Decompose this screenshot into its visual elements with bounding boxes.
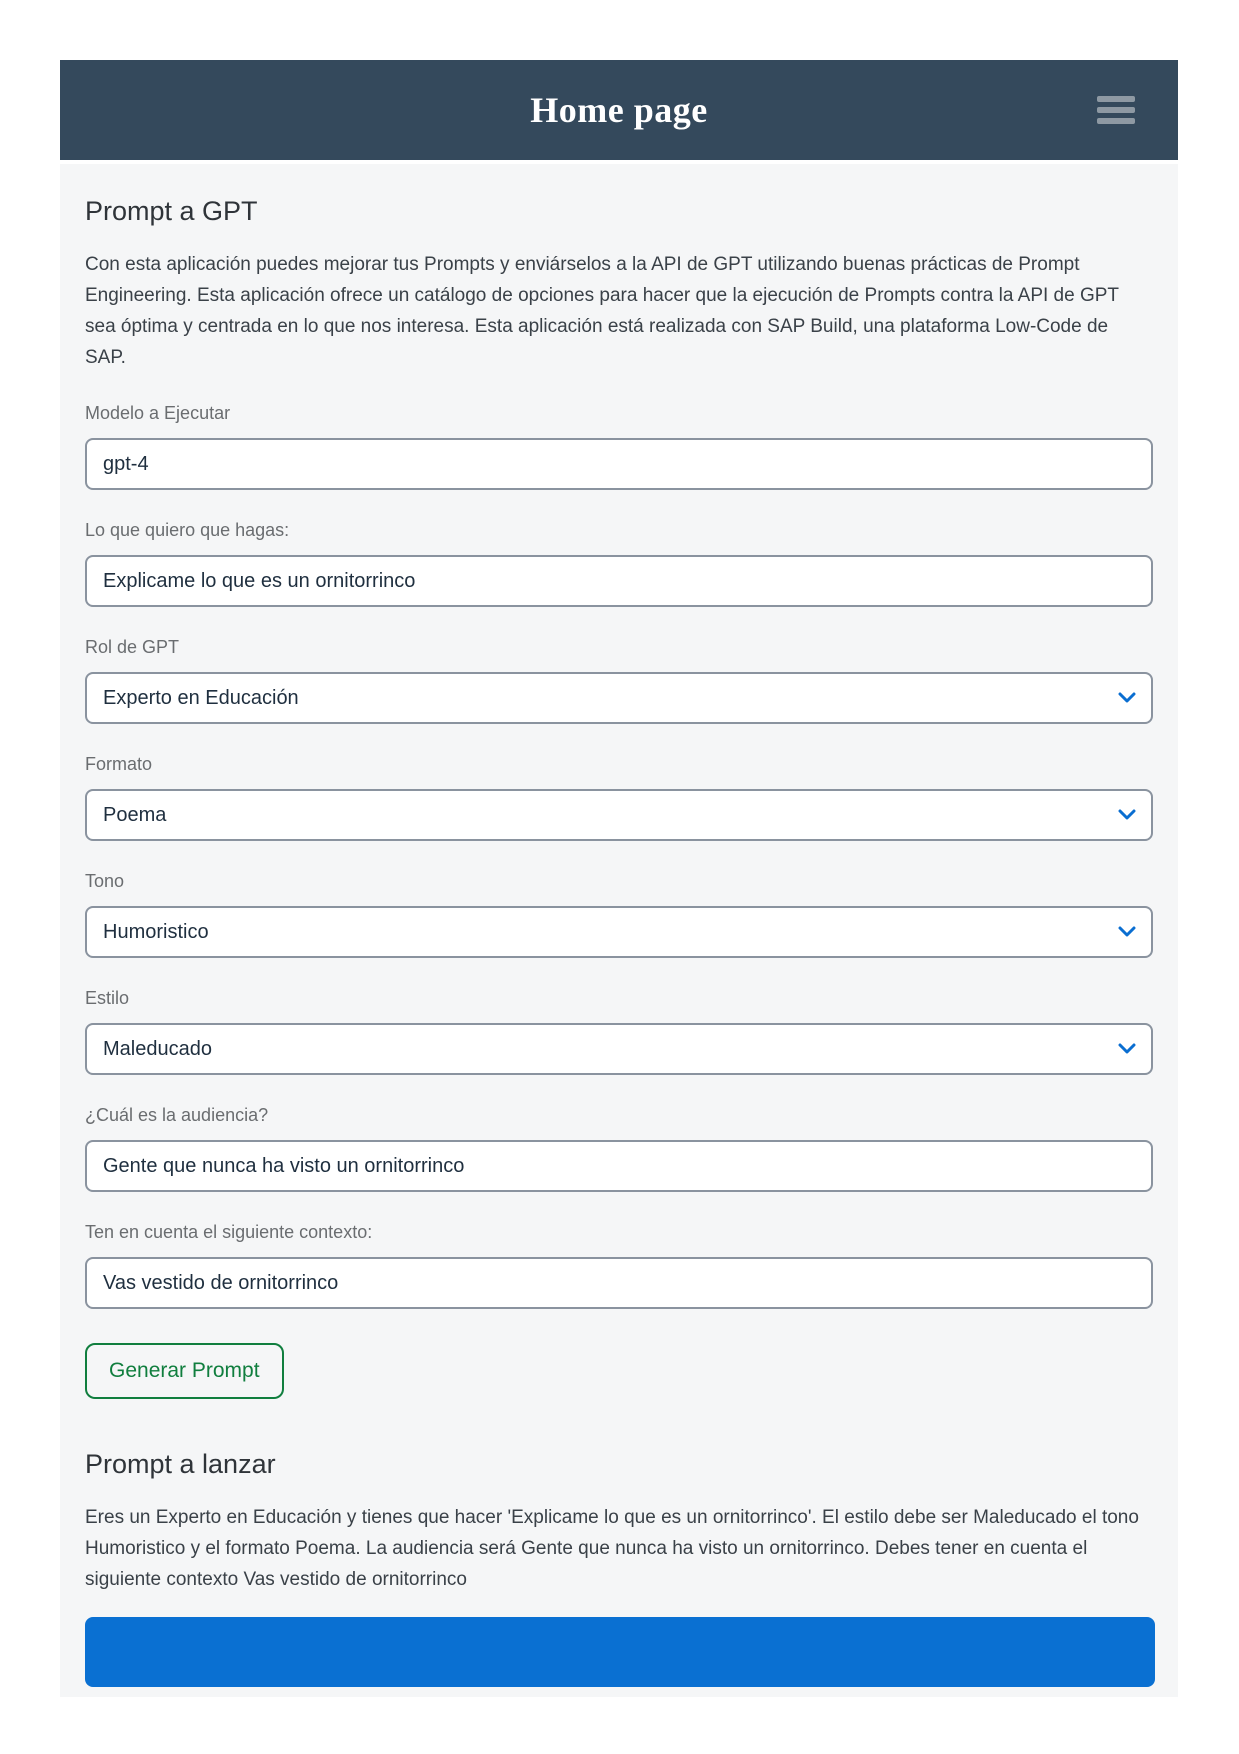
estilo-select[interactable] [85, 1023, 1153, 1075]
generar-prompt-button[interactable]: Generar Prompt [85, 1343, 284, 1399]
field-formato [85, 754, 1153, 841]
page-title: Home page [530, 90, 708, 130]
field-label: Rol de GPT [85, 637, 180, 657]
contexto-input[interactable] [85, 1257, 1153, 1309]
field-label: Formato [85, 754, 153, 774]
app-frame [60, 60, 1178, 1697]
section-title-prompt-a-lanzar: Prompt a lanzar [85, 1449, 276, 1479]
text-input-wrapper [85, 1257, 1153, 1309]
field-label: ¿Cuál es la audiencia? [85, 1105, 269, 1125]
field-modelo-a-ejecutar [85, 403, 1153, 490]
field-estilo [85, 988, 1153, 1075]
modelo-input[interactable] [85, 438, 1153, 490]
audiencia-input[interactable] [85, 1140, 1153, 1192]
rol-select[interactable] [85, 672, 1153, 724]
field-tono [85, 871, 1153, 958]
field-label: Modelo a Ejecutar [85, 403, 231, 423]
field-rol-de-gpt [85, 637, 1153, 724]
field-label: Estilo [85, 988, 130, 1008]
field-contexto [85, 1222, 1153, 1309]
field-label: Lo que quiero que hagas: [85, 520, 290, 540]
text-input-wrapper [85, 438, 1153, 490]
select-wrapper [85, 906, 1153, 958]
section-title-prompt-a-gpt: Prompt a GPT [85, 196, 258, 226]
select-wrapper [85, 672, 1153, 724]
launch-prompt-button[interactable] [85, 1617, 1155, 1687]
field-label: Ten en cuenta el siguiente contexto: [85, 1222, 373, 1242]
select-wrapper [85, 789, 1153, 841]
hamburger-menu-icon[interactable] [1097, 96, 1135, 124]
generated-prompt-text: Eres un Experto en Educación y tienes que hacer 'Explicame lo que es un ornitorrinco'. El estilo debe ser Maleducado el tono Humoristico y el formato Poema. La audiencia será Gente que nunca ha visto un ornitorrinco. Debes tener en cuenta el siguiente contexto Vas vestido de ornitorrinco [85, 1507, 1139, 1590]
field-label: Tono [85, 871, 125, 891]
tono-select[interactable] [85, 906, 1153, 958]
text-input-wrapper [85, 555, 1153, 607]
app-header [60, 60, 1178, 160]
field-audiencia [85, 1105, 1153, 1192]
text-input-wrapper [85, 1140, 1153, 1192]
tarea-input[interactable] [85, 555, 1153, 607]
formato-select[interactable] [85, 789, 1153, 841]
content-panel [60, 164, 1178, 1697]
field-lo-que-quiero [85, 520, 1153, 607]
app-description: Con esta aplicación puedes mejorar tus Prompts y enviárselos a la API de GPT utilizando buenas prácticas de Prompt Engineering. Esta aplicación ofrece un catálogo de opciones para hacer que la ejecución de Prompts contra la API de GPT sea óptima y centrada en lo que nos interesa. Esta aplicación está realizada con SAP Build, una plataforma Low-Code de SAP. [85, 254, 1119, 368]
select-wrapper [85, 1023, 1153, 1075]
